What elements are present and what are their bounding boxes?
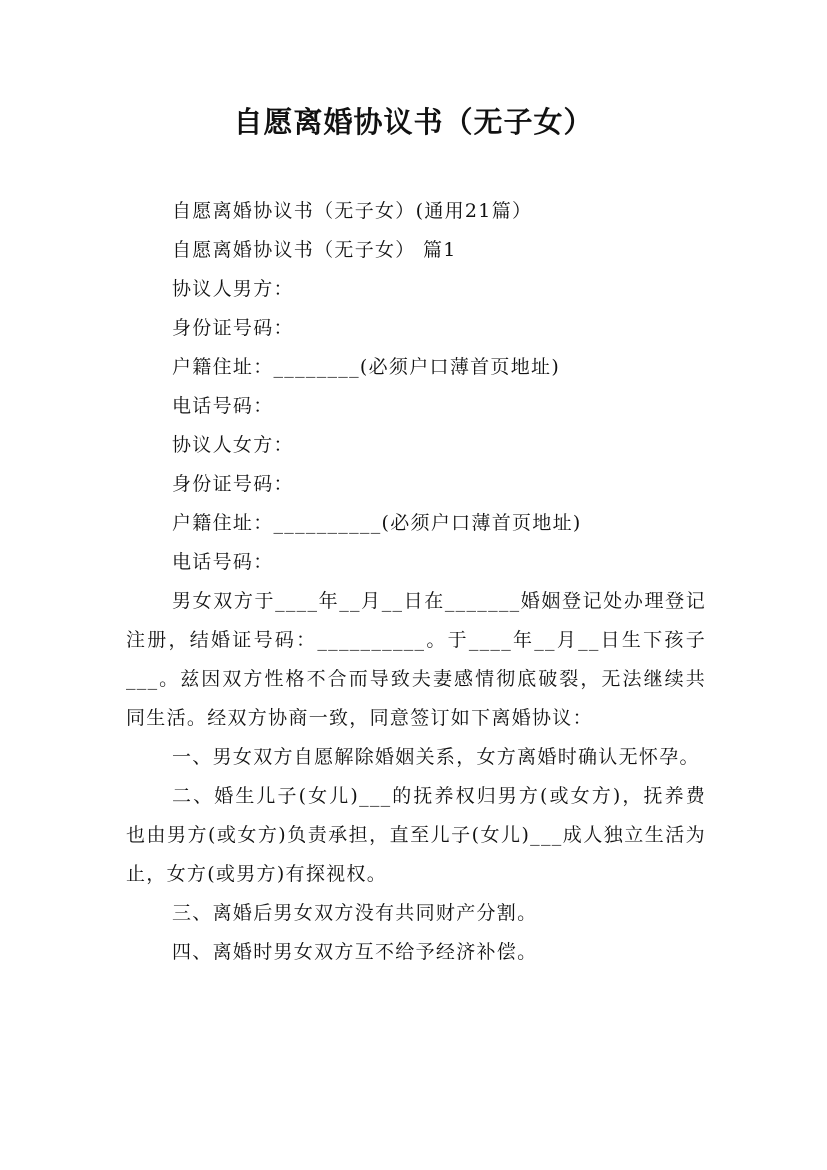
subtitle-line: 自愿离婚协议书（无子女）(通用21篇）	[172, 200, 533, 222]
clause-3-paragraph: 三、离婚后男女双方没有共同财产分割。	[172, 902, 538, 924]
male-phone-label: 电话号码：	[172, 395, 274, 417]
female-id-number-label: 身份证号码：	[172, 473, 294, 495]
section-heading: 自愿离婚协议书（无子女） 篇1	[172, 239, 457, 261]
document-body	[126, 192, 706, 972]
male-address-field: 户籍住址：________(必须户口薄首页地址)	[172, 356, 561, 378]
female-party-label: 协议人女方：	[172, 434, 294, 456]
male-party-label: 协议人男方：	[172, 278, 294, 300]
clause-1-paragraph: 一、男女双方自愿解除婚姻关系，女方离婚时确认无怀孕。	[172, 746, 700, 768]
female-phone-label: 电话号码：	[172, 551, 274, 573]
marriage-statement-paragraph: 男女双方于____年__月__日在_______婚姻登记处办理登记注册，结婚证号码：__________。于____年__月__日生下孩子___。兹因双方性格不合而导致夫妻感情彻底破裂，无法继续共同生活。经双方协商一致，同意签订如下离婚协议：	[126, 590, 706, 729]
clause-4-paragraph: 四、离婚时男女双方互不给予经济补偿。	[172, 941, 538, 963]
female-address-field: 户籍住址：__________(必须户口薄首页地址)	[172, 512, 582, 534]
document-title: 自愿离婚协议书（无子女）	[233, 105, 594, 139]
male-id-number-label: 身份证号码：	[172, 317, 294, 339]
clause-2-paragraph: 二、婚生儿子(女儿)___的抚养权归男方(或女方)，抚养费也由男方(或女方)负责承担，直至儿子(女儿)___成人独立生活为止，女方(或男方)有探视权。	[126, 785, 706, 885]
